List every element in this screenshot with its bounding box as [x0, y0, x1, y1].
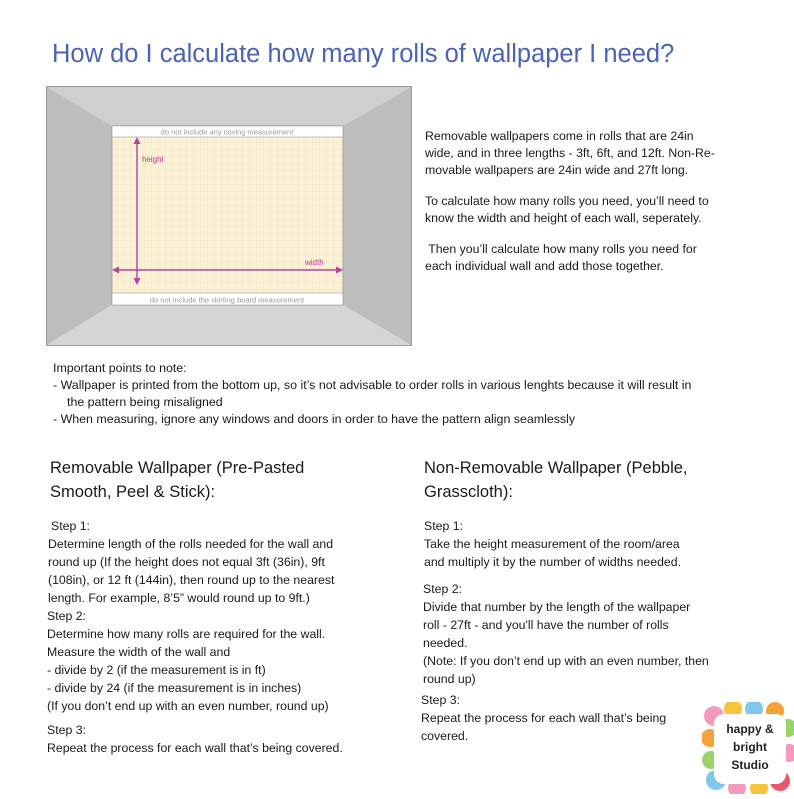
note-item: - Wallpaper is printed from the bottom up, so it’s not advisable to order rolls in various lenghts because it will result in: [53, 378, 692, 392]
removable-heading: Removable Wallpaper (Pre-Pasted Smooth, Peel & Stick):: [50, 459, 305, 501]
logo-line-3: Studio: [731, 758, 769, 772]
removable-step-3: Step 3: Repeat the process for each wall that’s being covered.: [47, 723, 343, 755]
brand-logo: [702, 702, 794, 794]
page-title: How do I calculate how many rolls of wallpaper I need?: [52, 40, 675, 68]
note-item: - When measuring, ignore any windows and doors in order to have the pattern align seamlessly: [53, 412, 576, 426]
logo-badge: [702, 702, 794, 794]
notes-heading: Important points to note:: [53, 361, 187, 375]
intro-paragraph-2: To calculate how many rolls you need, you’ll need to know the width and height of each wall, seperately.: [425, 194, 709, 225]
intro-text: [425, 128, 755, 289]
non-removable-step-2: Step 2: Divide that number by the length of the wallpaper roll - 27ft - and you'll have the number of rolls needed. (Note: If you don’t end up with an even number, then round up): [423, 582, 709, 686]
step-title: Step 2:: [423, 582, 462, 596]
note-item-continued: the pattern being misaligned: [67, 395, 223, 409]
logo-line-2: bright: [733, 740, 767, 754]
height-label: height: [142, 155, 164, 164]
coving-note: do not include any coving measurement: [160, 127, 294, 137]
important-notes: [53, 360, 773, 428]
removable-step-1: Step 1: Determine length of the rolls needed for the wall and round up (If the height does not equal 3ft (36in), 9ft (108in), or 12 ft (144in), then round up to the nearest length. For example, 8’5” would round up to 9ft.): [48, 519, 335, 605]
removable-step-2: Step 2: Determine how many rolls are required for the wall. Measure the width of the wall and - divide by 2 (if the measurement is in ft) - divide by 24 (if the measurement is in inches) (If you don’t end up with an even number, round up): [47, 609, 329, 713]
step-title: Step 1:: [424, 519, 463, 533]
intro-paragraph-1: Removable wallpapers come in rolls that are 24in wide, and in three lengths - 3ft, 6ft, and 12ft. Non-Re- movable wallpapers are 24in wide and 27ft long.: [425, 129, 715, 177]
step-title: Step 3:: [47, 723, 86, 737]
non-removable-heading: Non-Removable Wallpaper (Pebble, Grasscloth):: [424, 459, 688, 501]
intro-paragraph-3: Then you’ll calculate how many rolls you need for each individual wall and add those together.: [425, 242, 697, 273]
step-title: Step 3:: [421, 693, 460, 707]
non-removable-step-3: Step 3: Repeat the process for each wall that’s being covered.: [421, 693, 667, 743]
skirting-note: do not include the skirting board measurement: [149, 295, 305, 305]
step-title: Step 1:: [51, 519, 90, 533]
step-title: Step 2:: [47, 609, 86, 623]
non-removable-step-1: Step 1: Take the height measurement of the room/area and multiply it by the number of widths needed.: [424, 519, 682, 569]
logo-line-1: happy &: [726, 722, 774, 736]
room-illustration: [46, 86, 412, 346]
width-label: width: [305, 258, 324, 267]
room-diagram: [46, 86, 412, 346]
